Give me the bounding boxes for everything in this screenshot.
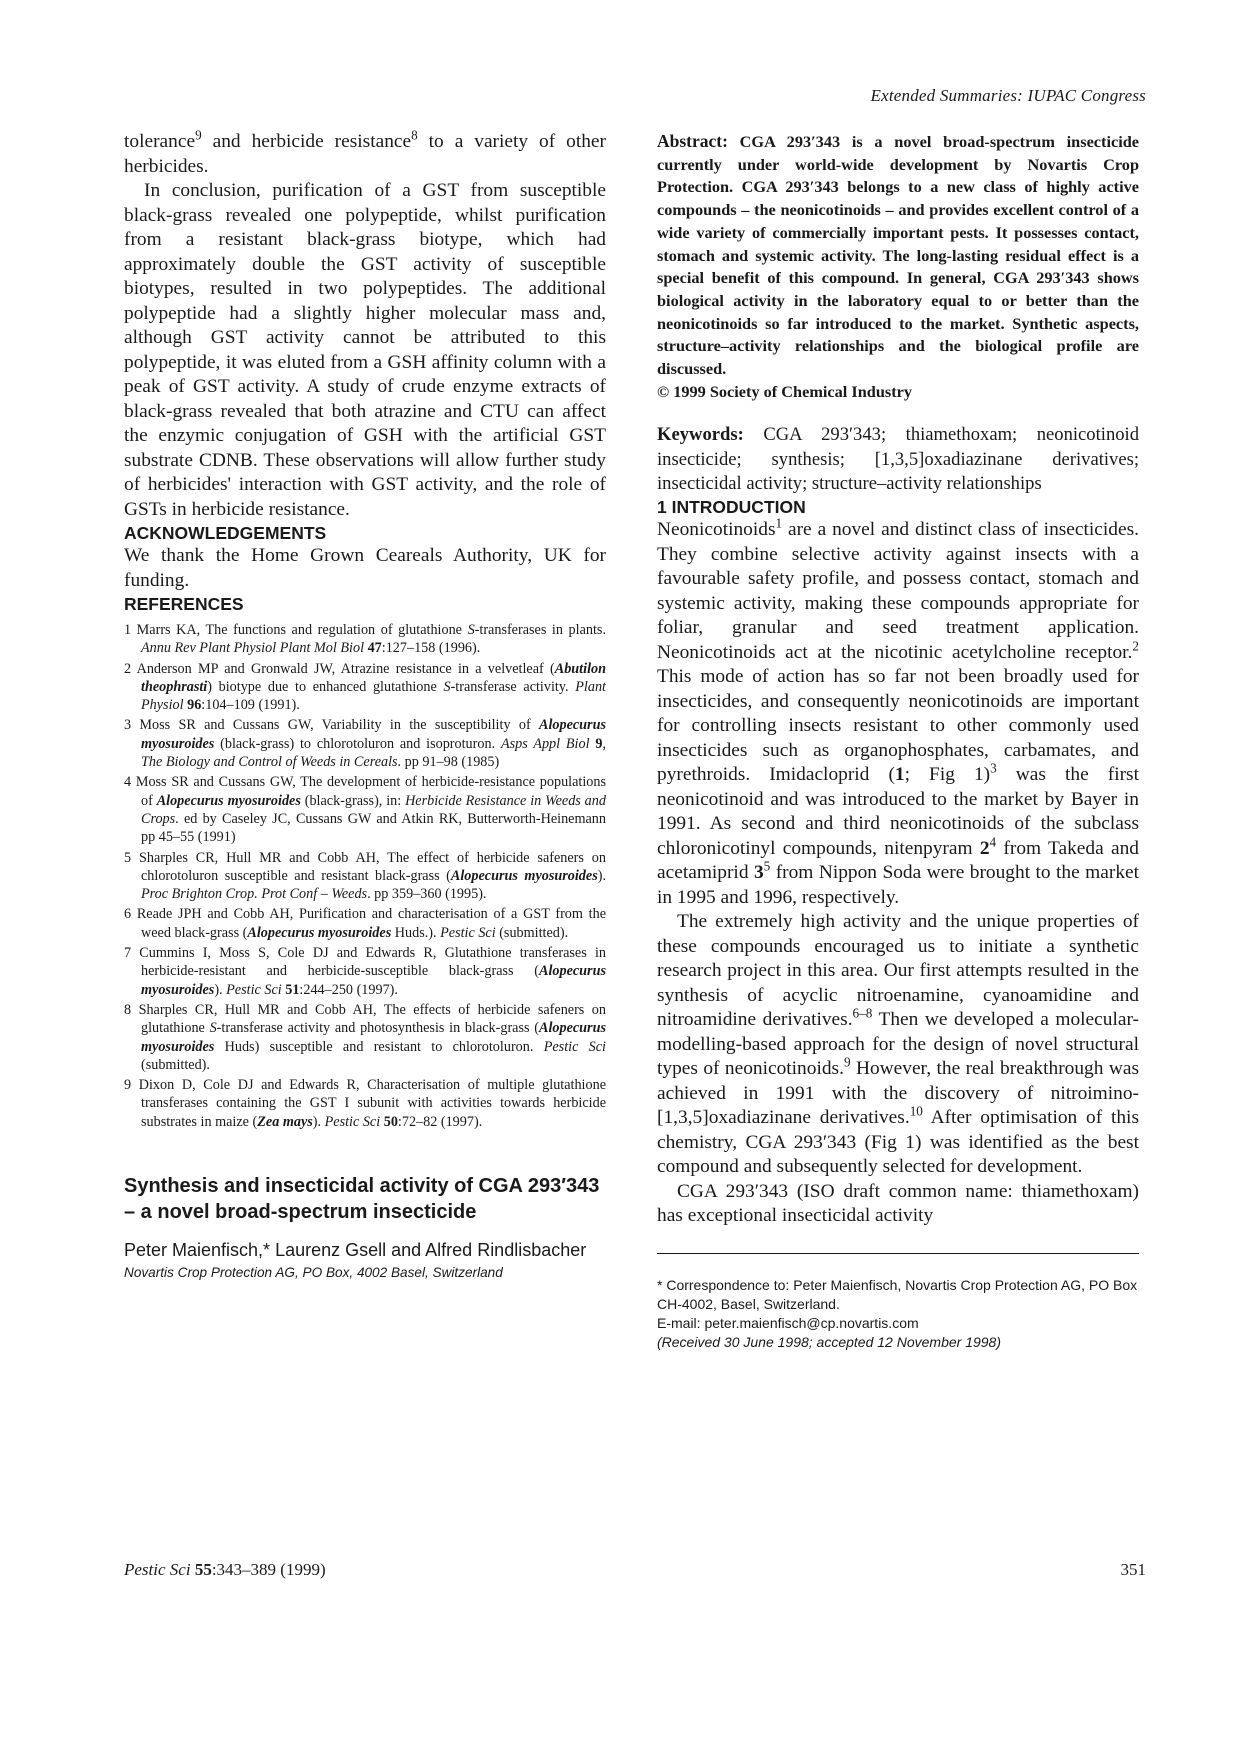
article-affiliation: Novartis Crop Protection AG, PO Box, 4002 Basel, Switzerland xyxy=(124,1265,503,1281)
intro-paragraph-1: Neonicotinoids$^1$ are a novel and distinct class of insecticides. They combine selective activity against insects with a favourable safety profile, and possess contact, stomach and systemic activity, making these compounds appropriate for foliar, granular and seed treatment application. Neonicotinoids act at the nicotinic acetylcholine receptor.$^2$ This mode of action has so far not been broadly used for insecticides, and consequently neonicotinoids are important for controlling insects resistant to other commonly used insecticides such as organophosphates, carbamates, and pyrethroids. Imidacloprid (1; Fig 1)$^3$ was the first neonicotinoid and was introduced to the market by Bayer in 1991. As second and third neonicotinoids of the subclass chloronicotinyl compounds, nitenpyram $2^4$ from Takeda and acetamiprid $3^5$ from Nippon Soda were brought to the market in 1995 and 1996, respectively. xyxy=(657,515,1140,908)
left-column xyxy=(124,127,606,1282)
running-head: Extended Summaries: IUPAC Congress xyxy=(870,86,1146,105)
introduction-heading: 1 INTRODUCTION xyxy=(657,497,806,518)
reference-item: 4 Moss SR and Cussans GW, The development of herbicide-resistance populations of Alopecurus myosuroides (black-grass), in: Herbicide Resistance in Weeds and Crops. ed by Caseley JC, Cussans GW and Atkin RK, Butterworth-Heinemann pp 45–55 (1991) xyxy=(124,774,606,846)
keywords-label: Keywords: xyxy=(657,424,744,446)
intro-paragraph-2: The extremely high activity and the unique properties of these compounds encouraged us to initiate a synthetic research project in this area. Our first attempts resulted in the synthesis of acyclic nitroenamine, cyanoamidine and nitroamidine derivatives.$^{6-8}$ Then we developed a molecular-modelling-based approach for the design of novel structural types of neonicotinoids.$^9$ However, the real breakthrough was achieved in 1991 with the discovery of nitroimino-[1,3,5]oxadiazinane derivatives.$^{10}$ After optimisation of this chemistry, CGA 293′343 (Fig 1) was identified as the best compound and subsequently selected for development. xyxy=(657,911,1139,1178)
paragraph-conclusion: In conclusion, purification of a GST from susceptible black-grass revealed one polypeptide, whilst purification from a resistant black-grass biotype, which had approximately double the GST activity of susceptible biotypes, resulted in two polypeptides. The additional polypeptide had a slightly higher molecular mass and, although GST activity cannot be attributed to this polypeptide, it was eluted from a GSH affinity column with a peak of GST activity. A study of crude enzyme extracts of black-grass revealed that both atrazine and CTU can affect the enzymic conjugation of GSH with the artificial GST substrate CDNB. These observations will allow further study of herbicides' interaction with GST activity, and the role of GSTs in herbicide resistance. xyxy=(124,180,606,520)
page-number: 351 xyxy=(1120,1560,1146,1579)
reference-item: 6 Reade JPH and Cobb AH, Purification and characterisation of a GST from the weed black-grass (Alopecurus myosuroides Huds.). Pestic Sci (submitted). xyxy=(124,906,606,941)
reference-item: 8 Sharples CR, Hull MR and Cobb AH, The effects of herbicide safeners on glutathione S-transferase activity and photosynthesis in black-grass (Alopecurus myosuroides Huds) susceptible and resistant to chlorotoluron. Pestic Sci (submitted). xyxy=(124,1001,606,1073)
journal-citation: Pestic Sci 55:343–389 (1999) xyxy=(124,1560,326,1579)
paragraph-continuation: tolerance$^9$ and herbicide resistance$^8$ to a variety of other herbicides. xyxy=(124,127,606,177)
reference-list xyxy=(124,621,606,1131)
reference-item: 9 Dixon D, Cole DJ and Edwards R, Characterisation of multiple glutathione transferases containing the GST I subunit with activities towards herbicide substrates in maize (Zea mays). Pestic Sci 50:72–82 (1997). xyxy=(124,1077,606,1130)
acknowledgements-text: We thank the Home Grown Ceareals Authority, UK for funding. xyxy=(124,545,606,591)
acknowledgements-heading: ACKNOWLEDGEMENTS xyxy=(124,523,327,543)
reference-item: 7 Cummins I, Moss S, Cole DJ and Edwards R, Glutathione transferases in herbicide-resistant and herbicide-susceptible black-grass (Alopecurus myosuroides). Pestic Sci 51:244–250 (1997). xyxy=(124,945,606,998)
article-title: Synthesis and insecticidal activity of CGA 293′343 – a novel broad-spectrum insecticide xyxy=(124,1175,600,1224)
abstract: Abstract: CGA 293′343 is a novel broad-spectrum insecticide currently under world-wide development by Novartis Crop Protection. CGA 293′343 belongs to a new class of highly active compounds – the neonicotinoids – and provides excellent control of a wide variety of commercially important pests. It possesses contact, stomach and systemic activity. The long-lasting residual effect is a special benefit of this compound. In general, CGA 293′343 shows biological activity in the laboratory equal to or better than the neonicotinoids so far introduced to the market. Synthetic aspects, structure–activity relationships and the biological profile are discussed. xyxy=(657,131,1139,379)
reference-item: 3 Moss SR and Cussans GW, Variability in the susceptibility of Alopecurus myosuroides (black-grass) to chlorotoluron and isoproturon. Asps Appl Biol 9, The Biology and Control of Weeds in Cereals. pp 91–98 (1985) xyxy=(124,717,606,771)
reference-item: 2 Anderson MP and Gronwald JW, Atrazine resistance in a velvetleaf (Abutilon theophrasti) biotype due to enhanced glutathione S-transferase activity. Plant Physiol 96:104–109 (1991). xyxy=(124,660,606,714)
intro-paragraph-3: CGA 293′343 (ISO draft common name: thiamethoxam) has exceptional insecticidal activity xyxy=(657,1180,1139,1227)
abstract-label: Abstract: xyxy=(657,131,728,151)
received-footnote: (Received 30 June 1998; accepted 12 November 1998) xyxy=(657,1333,1001,1350)
article-authors: Peter Maienfisch,* Laurenz Gsell and Alfred Rindlisbacher xyxy=(124,1240,587,1261)
right-column xyxy=(657,130,1139,1352)
references-heading: REFERENCES xyxy=(124,594,244,614)
footnote-rule xyxy=(657,1253,1139,1254)
copyright-line: © 1999 Society of Chemical Industry xyxy=(657,381,913,401)
keywords: Keywords: CGA 293′343; thiamethoxam; neonicotinoid insecticide; synthesis; [1,3,5]oxadiazinane derivatives; insecticidal activity; structure–activity relationships xyxy=(657,424,1139,495)
correspondence-footnote: * Correspondence to: Peter Maienfisch, Novartis Crop Protection AG, PO Box CH-4002, Basel, Switzerland. xyxy=(657,1276,1138,1312)
reference-item: 5 Sharples CR, Hull MR and Cobb AH, The effect of herbicide safeners on chlorotoluron susceptible and resistant black-grass (Alopecurus myosuroides). Proc Brighton Crop. Prot Conf – Weeds. pp 359–360 (1995). xyxy=(124,849,606,903)
reference-item: 1 Marrs KA, The functions and regulation of glutathione S-transferases in plants. Annu Rev Plant Physiol Plant Mol Biol 47:127–158 (1996). xyxy=(124,622,606,657)
email-footnote: E-mail: peter.maienfisch@cp.novartis.com xyxy=(657,1314,919,1331)
